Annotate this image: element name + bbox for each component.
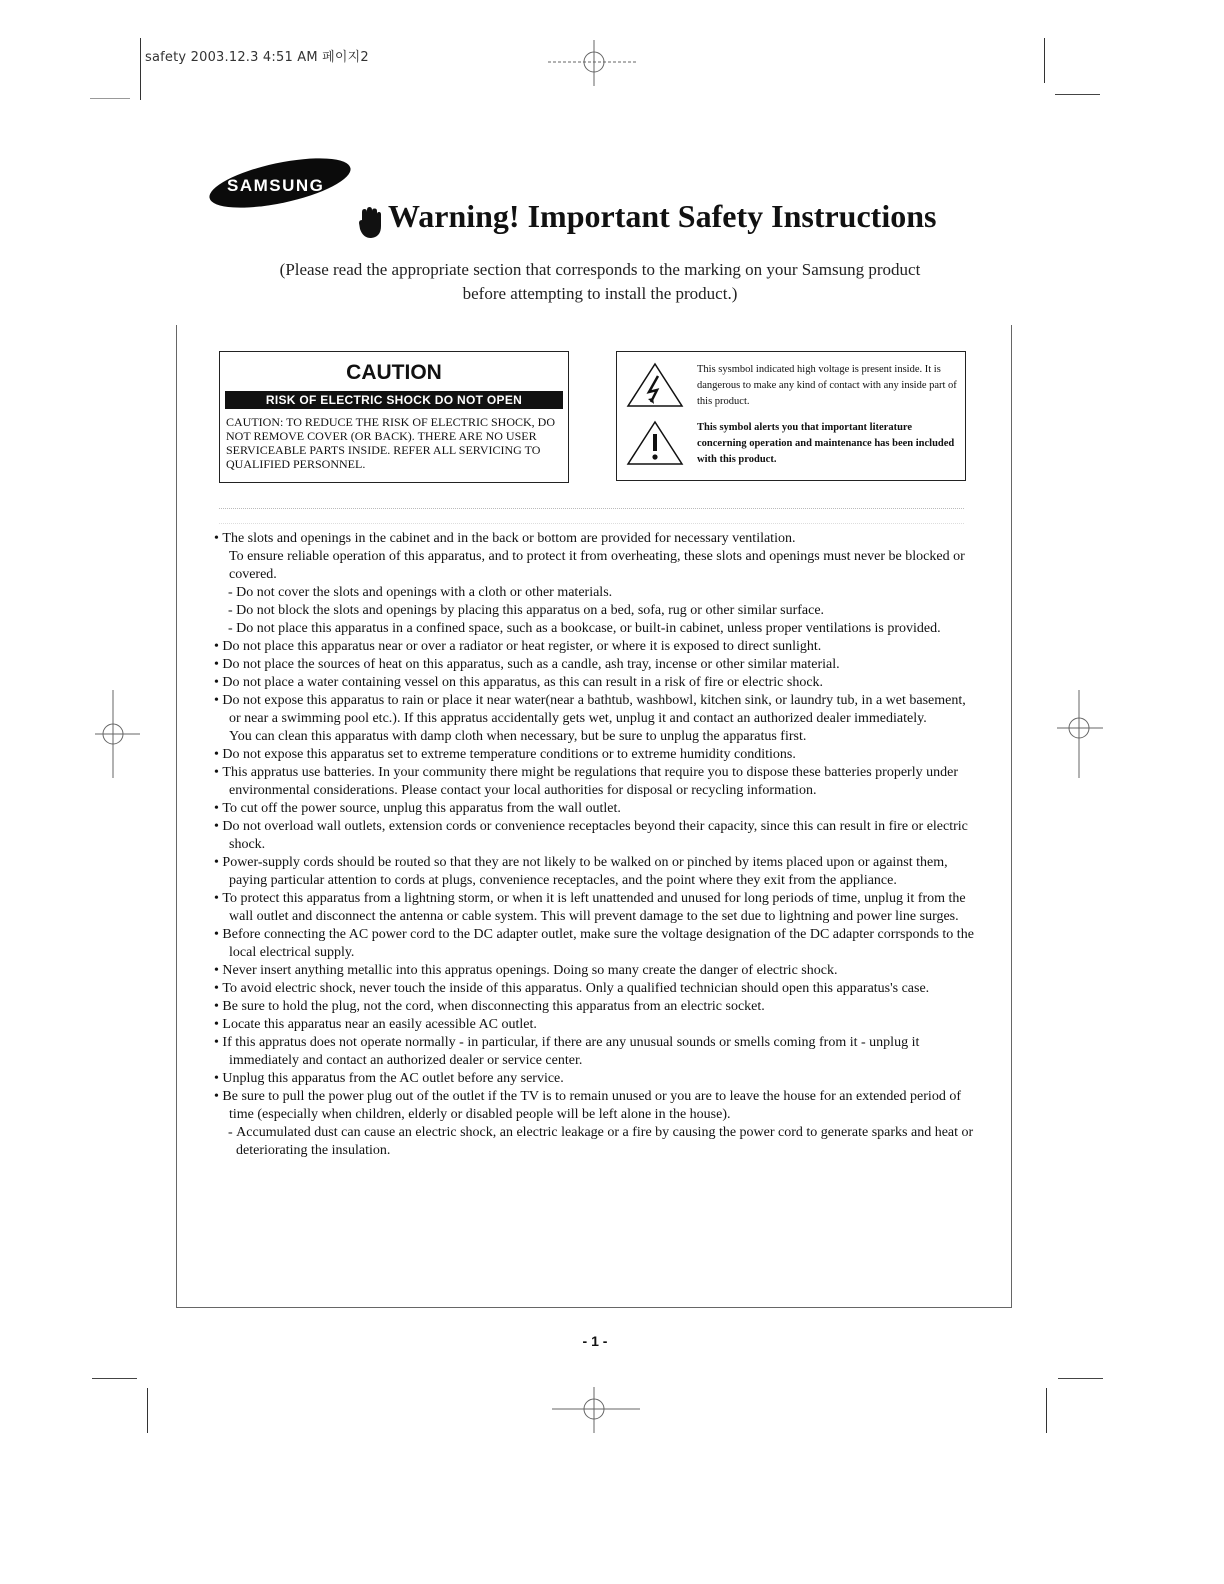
list-item: • Power-supply cords should be routed so that they are not likely to be walked on or pinched by items placed upon or against them, paying particular attention to cords at plugs, convenience receptacles, and the point where they exit from the appliance. bbox=[214, 854, 974, 890]
crop-mark bbox=[147, 1388, 148, 1433]
registration-mark bbox=[548, 38, 638, 88]
subtitle bbox=[200, 258, 1000, 306]
crop-mark bbox=[1055, 94, 1100, 95]
logo-text: SAMSUNG bbox=[227, 176, 325, 195]
list-item: • Be sure to hold the plug, not the cord, when disconnecting this apparatus from an electric socket. bbox=[214, 998, 974, 1016]
list-item: • Do not overload wall outlets, extension cords or convenience receptacles beyond their capacity, since this can result in fire or electric shock. bbox=[214, 818, 974, 854]
caution-text: CAUTION: TO REDUCE THE RISK OF ELECTRIC SHOCK, DO NOT REMOVE COVER (OR BACK). THERE ARE NO USER SERVICEABLE PARTS INSIDE. REFER ALL SERVICING TO QUALIFIED PERSONNEL. bbox=[226, 415, 556, 471]
list-item: • Locate this apparatus near an easily acessible AC outlet. bbox=[214, 1016, 974, 1034]
list-item: • Never insert anything metallic into this appratus openings. Doing so many create the danger of electric shock. bbox=[214, 962, 974, 980]
registration-mark bbox=[1055, 690, 1105, 780]
list-item: • Unplug this apparatus from the AC outlet before any service. bbox=[214, 1070, 974, 1088]
list-item: • Be sure to pull the power plug out of the outlet if the TV is to remain unused or you are to leave the house for an extended period of time (especially when children, elderly or disabled people will be left alone in the house). bbox=[214, 1088, 974, 1124]
list-item: • Do not expose this apparatus set to extreme temperature conditions or to extreme humidity conditions. bbox=[214, 746, 974, 764]
crop-mark bbox=[1058, 1378, 1103, 1379]
caution-box bbox=[219, 351, 569, 483]
list-item: • To protect this apparatus from a lightning storm, or when it is left unattended and unused for long periods of time, unplug it from the wall outlet and disconnect the antenna or cable system. This will prevent damage to the set due to lightning and power line surges. bbox=[214, 890, 974, 926]
list-item: - Do not block the slots and openings by placing this apparatus on a bed, sofa, rug or other similar surface. bbox=[214, 602, 974, 620]
high-voltage-icon bbox=[625, 362, 685, 410]
list-item: - Do not place this apparatus in a confined space, such as a bookcase, or built-in cabinet, unless proper ventilations is provided. bbox=[214, 620, 974, 638]
registration-mark bbox=[95, 690, 145, 780]
list-item: • Do not place this apparatus near or over a radiator or heat register, or where it is exposed to direct sunlight. bbox=[214, 638, 974, 656]
list-item: • To cut off the power source, unplug this apparatus from the wall outlet. bbox=[214, 800, 974, 818]
symbols-box bbox=[616, 351, 966, 481]
crop-mark bbox=[92, 1378, 137, 1379]
subtitle-line: before attempting to install the product.) bbox=[462, 284, 738, 303]
caution-title: CAUTION bbox=[346, 361, 442, 384]
list-item: To ensure reliable operation of this apparatus, and to protect it from overheating, these slots and openings must never be blocked or covered. bbox=[229, 549, 965, 582]
crop-mark bbox=[1044, 38, 1045, 83]
page-number: - 1 - bbox=[582, 1333, 608, 1349]
list-item: - Do not cover the slots and openings with a cloth or other materials. bbox=[214, 584, 974, 602]
registration-mark bbox=[552, 1385, 642, 1435]
hand-icon bbox=[358, 206, 382, 240]
divider bbox=[219, 508, 964, 524]
samsung-logo bbox=[205, 158, 355, 208]
list-item: • Do not place a water containing vessel on this apparatus, as this can result in a risk of fire or electric shock. bbox=[214, 674, 974, 692]
voltage-symbol-text: This sysmbol indicated high voltage is present inside. It is dangerous to make any kind of contact with any inside part of this product. bbox=[697, 364, 957, 407]
list-item: • Do not place the sources of heat on this apparatus, such as a candle, ash tray, incense or other similar material. bbox=[214, 656, 974, 674]
list-item: • If this appratus does not operate normally - in particular, if there are any unusual sounds or smells coming from it - unplug it immediately and contact an authorized dealer or service center. bbox=[214, 1034, 974, 1070]
page-title: Warning! Important Safety Instructions bbox=[388, 198, 937, 234]
crop-mark bbox=[140, 38, 141, 100]
exclamation-alert-icon bbox=[625, 420, 685, 468]
caution-banner: RISK OF ELECTRIC SHOCK DO NOT OPEN bbox=[225, 391, 563, 409]
alert-symbol-text: This symbol alerts you that important literature concerning operation and maintenance has been included with this product. bbox=[697, 422, 955, 465]
crop-mark bbox=[90, 98, 130, 99]
crop-mark bbox=[1046, 1388, 1047, 1433]
list-item: • The slots and openings in the cabinet and in the back or bottom are provided for necessary ventilation. bbox=[214, 530, 974, 548]
instructions-list bbox=[214, 530, 974, 1160]
list-item: • To avoid electric shock, never touch the inside of this apparatus. Only a qualified technician should open this apparatus's case. bbox=[214, 980, 974, 998]
file-stamp: safety 2003.12.3 4:51 AM 페이지2 bbox=[145, 50, 369, 65]
list-item: • This appratus use batteries. In your community there might be regulations that require you to dispose these batteries properly under environmental considerations. Please contact your local authorities for disposal or recycling information. bbox=[214, 764, 974, 800]
list-item: - Accumulated dust can cause an electric shock, an electric leakage or a fire by causing the power cord to generate sparks and heat or deteriorating the insulation. bbox=[214, 1124, 974, 1160]
list-item: You can clean this apparatus with damp cloth when necessary, but be sure to unplug the apparatus first. bbox=[229, 729, 807, 744]
list-item: • Do not expose this apparatus to rain or place it near water(near a bathtub, washbowl, kitchen sink, or laundry tub, in a wet basement, or near a swimming pool etc.). If this appratus accidentally gets wet, unplug it and contact an authorized dealer immediately. bbox=[214, 692, 974, 728]
list-item: • Before connecting the AC power cord to the DC adapter outlet, make sure the voltage designation of the DC adapter corrsponds to the local electrical supply. bbox=[214, 926, 974, 962]
subtitle-line: (Please read the appropriate section that corresponds to the marking on your Samsung product bbox=[279, 260, 921, 279]
